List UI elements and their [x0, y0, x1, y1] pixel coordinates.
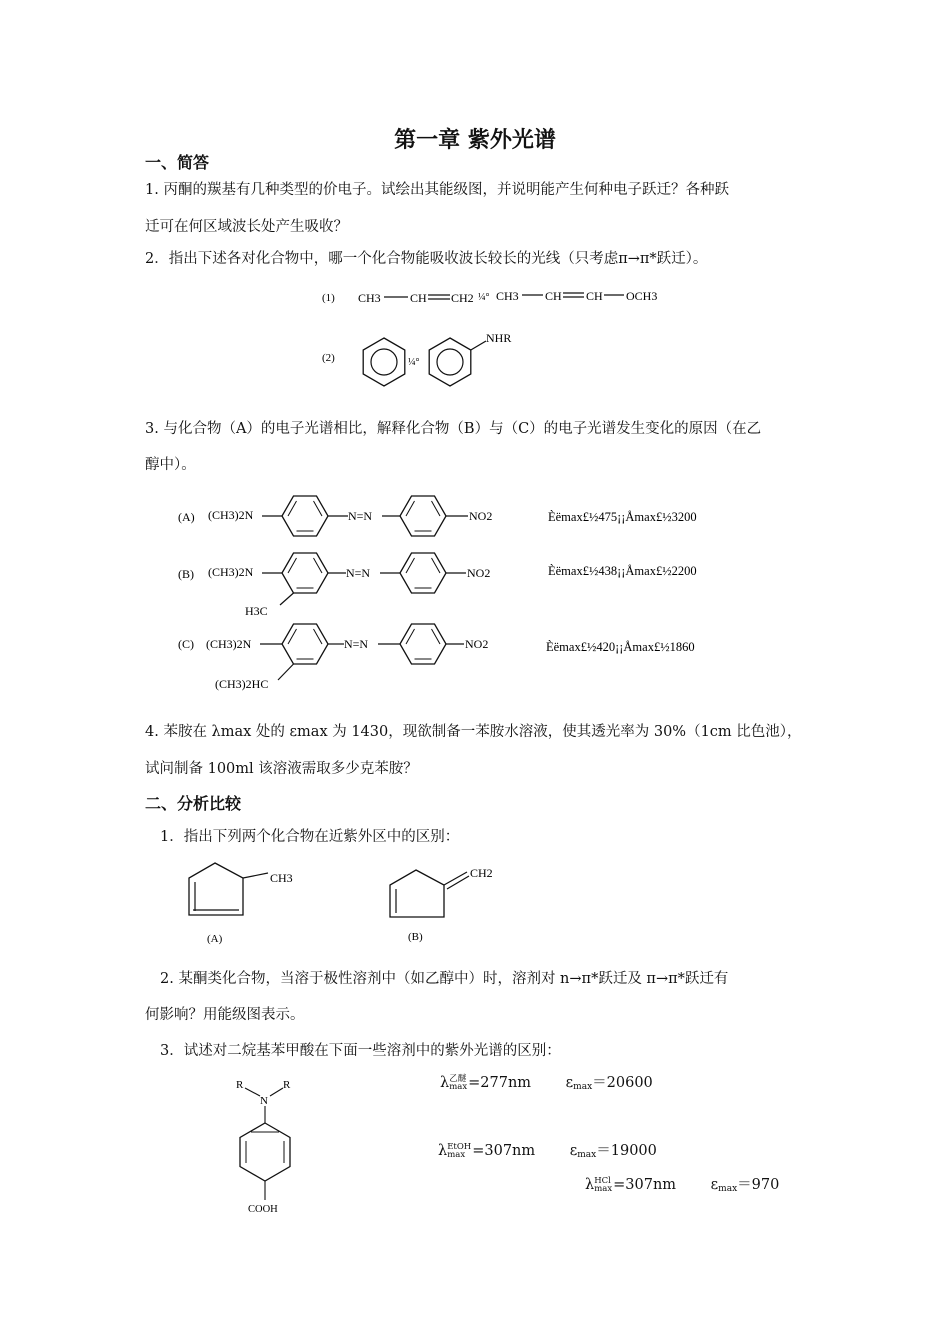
question-3-line-2: 醇中）。 [145, 457, 196, 473]
solvent-ether-lambda: =277nm [468, 1075, 532, 1091]
solvent-hcl-eps: ＝970 [737, 1177, 780, 1193]
compound-c-amine: (CH3)2N [206, 637, 252, 651]
compound-b-data: Èëmax£½438¡¡Åmax£½2200 [548, 564, 697, 578]
r1-group: R [236, 1079, 244, 1091]
compound-b-substituent: H3C [245, 604, 268, 618]
compound-a-nitro: NO2 [469, 509, 493, 523]
azo-compound-structures [170, 485, 770, 700]
n-atom: N [260, 1095, 268, 1107]
solvent-ethanol-lambda: =307nm [472, 1143, 536, 1159]
solvent-ethanol-name: EtOH [447, 1142, 472, 1152]
compound-b-azo: N=N [346, 566, 371, 580]
compound-b-label: (B) [178, 567, 194, 581]
page-title: 第一章 紫外光谱 [394, 128, 556, 153]
compound-c [178, 624, 695, 691]
compound-a-methylcyclopentadiene [189, 863, 293, 945]
compound-a-azo: N=N [348, 509, 373, 523]
compound-c-azo: N=N [344, 637, 369, 651]
s2-compound-b-label: (B) [408, 931, 423, 943]
q2-pair-1-structures [310, 280, 690, 312]
section-heading-analysis: 二、分析比较 [145, 794, 242, 813]
question-3-line-1: 3. 与化合物（A）的电子光谱相比，解释化合物（B）与（C）的电子光谱发生变化的原因（在乙 [145, 421, 762, 437]
solvent-line-ethanol: λ EtOH max =307nm $\varepsilon_{max}=19000$ [438, 1142, 657, 1160]
solvent-ether-name: 乙醚 [449, 1074, 467, 1084]
compound-a [178, 496, 697, 536]
compound-a-data: Èëmax£½475¡¡Åmax£½3200 [548, 510, 697, 524]
solvent-line-ether: λ 乙醚 max =277nm $\varepsilon_{max}=20600$ [440, 1074, 653, 1092]
solvent-hcl-lambda: =307nm [613, 1177, 677, 1193]
compound-c-label: (C) [178, 637, 194, 651]
compound-b [178, 553, 697, 618]
question-1-line-1: 1. 丙酮的羰基有几种类型的价电子。试绘出其能级图，并说明能产生何种电子跃迁？各种跃 [145, 182, 729, 198]
right-och3: OCH3 [626, 289, 658, 303]
solvent-ether-eps: ＝20600 [592, 1075, 653, 1091]
solvent-hcl-name: HCl [594, 1176, 611, 1186]
question-2-text: 2．指出下述各对化合物中，哪一个化合物能吸收波长较长的光线（只考虑π→π*跃迁）。 [145, 251, 708, 267]
question-4-line-2: 试问制备 100ml 该溶液需取多少克苯胺？ [145, 761, 418, 777]
r2-group: R [283, 1079, 291, 1091]
cooh-group: COOH [248, 1204, 278, 1215]
compound-c-nitro: NO2 [465, 637, 489, 651]
question-1-line-2: 迁可在何区域波长处产生吸收？ [145, 219, 348, 235]
solvent-ethanol-eps: ＝19000 [596, 1143, 657, 1159]
compound-b-nitro: NO2 [467, 566, 491, 580]
s2-question-1-text: 1．指出下列两个化合物在近紫外区中的区别： [160, 829, 460, 845]
pair-2-label: (2) [322, 352, 335, 364]
compound-a-amine: (CH3)2N [208, 508, 254, 522]
section-heading-short-answer: 一、简答 [145, 153, 210, 172]
compound-b-methylenecyclopentene [390, 866, 493, 943]
benzene-ring [363, 338, 405, 386]
s2-question-3-text: 3．试述对二烷基苯甲酸在下面一些溶剂中的紫外光谱的区别： [160, 1043, 561, 1059]
compound-c-substituent: (CH3)2HC [215, 677, 269, 691]
s2-compound-a-label: (A) [207, 933, 223, 945]
pair-1-label: (1) [322, 292, 335, 304]
pair-2-separator: ¼° [408, 357, 420, 368]
left-ch: CH [410, 291, 427, 305]
compound-a-label: (A) [178, 510, 195, 524]
right-ch-1: CH [545, 289, 562, 303]
question-4-line-1: 4. 苯胺在 λmax 处的 εmax 为 1430，现欲制备一苯胺水溶液，使其透光率为 30%（1cm 比色池）， [145, 724, 802, 740]
solvent-line-hcl: λ HCl max =307nm $\varepsilon_{max}=970$ [585, 1176, 780, 1194]
compound-b-amine: (CH3)2N [208, 565, 254, 579]
s2-question-2-line-1: 2. 某酮类化合物，当溶于极性溶剂中（如乙醇中）时，溶剂对 n→π*跃迁及 π→π*跃迁有 [160, 971, 729, 987]
left-ch3: CH3 [358, 291, 381, 305]
compound-a-group: CH3 [270, 871, 293, 885]
right-ch-2: CH [586, 289, 603, 303]
cyclopentene-structures [170, 855, 530, 950]
nhr-group: NHR [486, 331, 512, 345]
compound-b-group: CH2 [470, 866, 493, 880]
q2-pair-2-structures [310, 325, 540, 390]
pair-1-separator: ¼° [478, 292, 490, 303]
s2-question-2-line-2: 何影响？用能级图表示。 [145, 1007, 305, 1023]
aniline-ring [429, 338, 471, 386]
left-ch2: CH2 [451, 291, 474, 305]
right-ch3: CH3 [496, 289, 519, 303]
compound-c-data: Èëmax£½420¡¡Åmax£½1860 [546, 640, 695, 654]
dialkylaminobenzoic-acid-structure [225, 1070, 315, 1220]
